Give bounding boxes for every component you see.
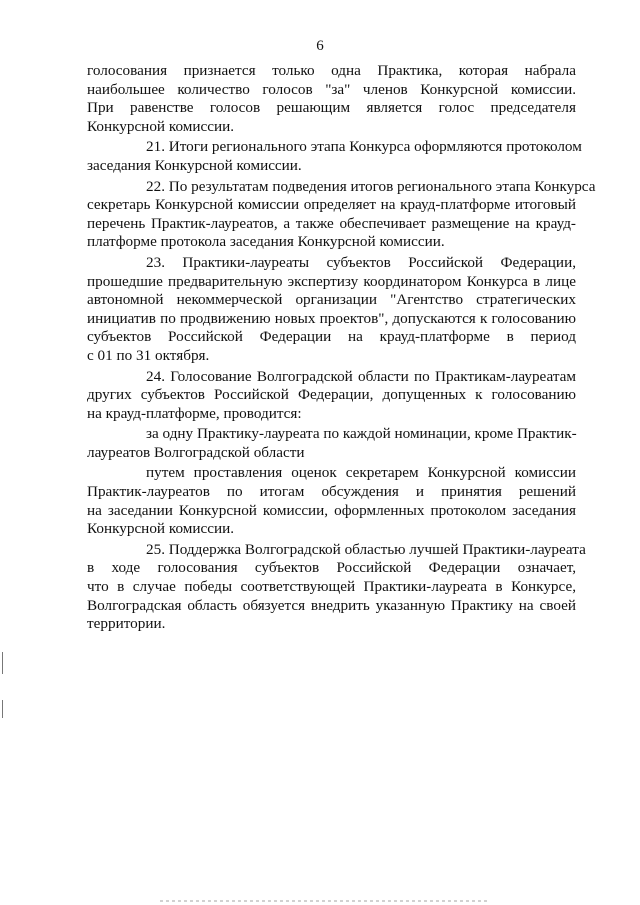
page-number: 6 bbox=[316, 38, 324, 54]
text-line: 21. Итоги регионального этапа Конкурса оформляются протоколом bbox=[146, 138, 582, 156]
paragraph bbox=[87, 425, 576, 462]
scan-edge-mark bbox=[2, 700, 3, 718]
text-line: инициатив по продвижению новых проектов", допускаются к голосованию bbox=[87, 309, 576, 327]
text-line: наибольшее количество голосов "за" членов Конкурсной комиссии. bbox=[87, 80, 576, 98]
document-body bbox=[87, 62, 596, 634]
text-line: на заседании Конкурсной комиссии, оформленных протоколом заседания bbox=[87, 501, 576, 519]
text-line: за одну Практику-лауреата по каждой номинации, кроме Практик- bbox=[146, 425, 577, 443]
paragraph bbox=[87, 540, 586, 634]
paragraph bbox=[87, 177, 596, 252]
scan-bottom-mark bbox=[160, 900, 490, 902]
text-line: что в случае победы соответствующей Практики-лауреата в Конкурсе, bbox=[87, 578, 576, 596]
text-line: Конкурсной комиссии. bbox=[87, 117, 235, 135]
text-line: с 01 по 31 октября. bbox=[87, 346, 210, 364]
paragraph bbox=[87, 254, 576, 366]
text-line: территории. bbox=[87, 615, 166, 633]
text-line: в ходе голосования субъектов Российской Федерации означает, bbox=[87, 559, 576, 577]
text-line: платформе протокола заседания Конкурсной комиссии. bbox=[87, 233, 445, 251]
text-line: Волгоградская область обязуется внедрить указанную Практику на своей bbox=[87, 596, 576, 614]
paragraph bbox=[87, 464, 576, 538]
text-line: При равенстве голосов решающим является голос председателя bbox=[87, 99, 576, 117]
text-line: секретарь Конкурсной комиссии определяет на крауд-платформе итоговый bbox=[87, 196, 576, 214]
text-line: заседания Конкурсной комиссии. bbox=[87, 156, 302, 174]
text-line: 23. Практики-лауреаты субъектов Российской Федерации, bbox=[146, 253, 576, 271]
text-line: субъектов Российской Федерации на крауд-платформе в период bbox=[87, 328, 576, 346]
text-line: Практик-лауреатов по итогам обсуждения и принятия решений bbox=[87, 483, 576, 501]
paragraph bbox=[87, 138, 582, 175]
text-line: прошедшие предварительную экспертизу координатором Конкурса в лице bbox=[87, 272, 576, 290]
text-line: перечень Практик-лауреатов, а также обеспечивает размещение на крауд- bbox=[87, 214, 576, 232]
text-line: автономной некоммерческой организации "Агентство стратегических bbox=[87, 291, 576, 309]
text-line: 22. По результатам подведения итогов регионального этапа Конкурса bbox=[146, 177, 596, 195]
text-line: голосования признается только одна Практика, которая набрала bbox=[87, 62, 576, 79]
text-line: других субъектов Российской Федерации, допущенных к голосованию bbox=[87, 386, 576, 404]
scan-edge-mark bbox=[2, 652, 3, 674]
paragraph bbox=[87, 368, 576, 424]
text-line: на крауд-платформе, проводится: bbox=[87, 404, 302, 422]
text-line: 25. Поддержка Волгоградской областью лучшей Практики-лауреата bbox=[146, 540, 586, 558]
paragraph bbox=[87, 62, 576, 136]
text-line: 24. Голосование Волгоградской области по Практикам-лауреатам bbox=[146, 367, 576, 385]
text-line: Конкурсной комиссии. bbox=[87, 520, 235, 538]
text-line: путем проставления оценок секретарем Конкурсной комиссии bbox=[146, 464, 576, 482]
text-line: лауреатов Волгоградской области bbox=[87, 443, 305, 461]
